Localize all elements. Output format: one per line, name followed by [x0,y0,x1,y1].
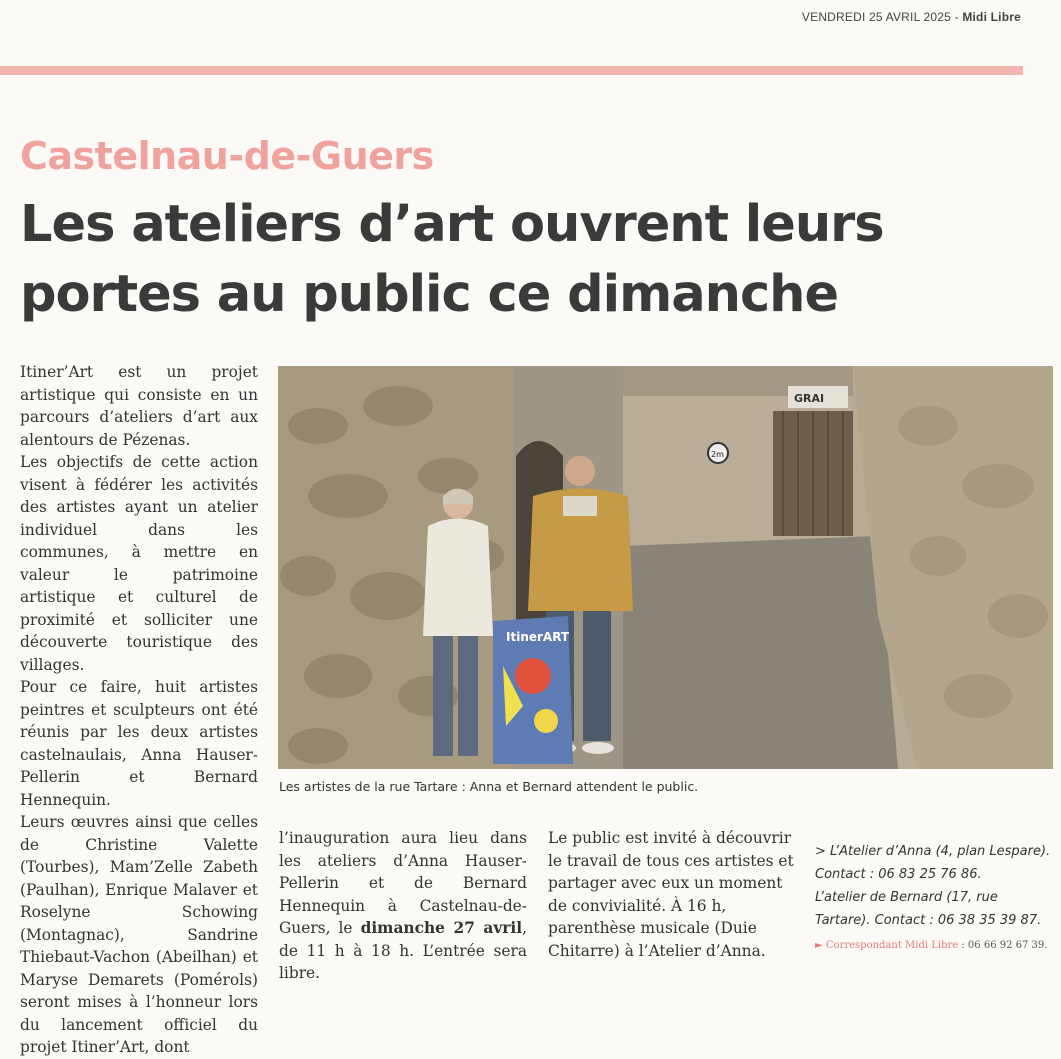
header-paper-name: Midi Libre [962,10,1021,24]
paragraph-4: Leurs œuvres ainsi que celles de Christine Valette (Tourbes), Mam’Zelle Zabeth (Paulhan), Enrique Malaver et Roselyne Schowing (Montagnac), Sandrine Thiebaut-Vachon (Abeilhan) et Maryse Demarets (Pomérols) seront mises à l’honneur lors du lancement officiel du projet Itiner’Art, dont [20,813,258,1056]
contact-line-1: > L’Atelier d’Anna (4, plan Lespare). [815,844,1051,859]
contact-line-3: L’atelier de Bernard (17, rue [815,890,998,905]
paragraph-3: Pour ce faire, huit artistes peintres et sculpteurs ont été réunis par les deux artistes castelnaulais, Anna Hauser-Pellerin et Bernard Hennequin. [20,678,258,809]
correspondent-label: Correspondant Midi Libre [825,940,959,951]
correspondent-phone: : 06 66 92 67 39. [958,940,1048,951]
headline-line-2: portes au public ce dimanche [20,265,839,324]
article-headline [20,190,1020,330]
event-date: dimanche 27 avril [360,919,523,937]
paragraph-1: Itiner’Art est un projet artistique qui consiste en un parcours d’ateliers d’art aux alentours de Pézenas. [20,363,258,449]
header-date: VENDREDI 25 AVRIL 2025 - [801,10,959,24]
article-kicker: Castelnau-de-Guers [20,134,434,178]
headline-line-1: Les ateliers d’art ouvrent leurs [20,195,884,254]
paragraph-5-end: , de 11 h à 18 h. L’entrée sera libre. [279,919,528,982]
paragraph-5 [279,827,527,985]
paragraph-6: Le public est invité à découvrir le travail de tous ces artistes et partager avec eux un moment de convivialité. À 16 h, parenthèse musicale (Duie Chitarre) à l’Atelier d’Anna. [548,829,794,960]
paragraph-5-start: l’inauguration aura lieu dans les ateliers d’Anna Hauser-Pellerin et de Bernard Hennequin à Castelnau-de-Guers, le [279,829,527,937]
correspondent-line [815,934,1055,957]
shop-sign-text: GRAI [794,392,825,405]
easel-text: ItinerART [506,630,570,644]
photo-caption: Les artistes de la rue Tartare : Anna et Bernard attendent le public. [279,779,699,794]
article-column-3 [548,827,796,962]
contact-line-4: Tartare). Contact : 06 38 35 39 87. [815,913,1042,928]
header-rule [0,66,1023,75]
article-photo [278,366,1053,769]
road-sign-text: 2m [711,450,724,459]
article-column-2 [279,827,527,985]
paragraph-2: Les objectifs de cette action visent à fédérer les activités des artistes ayant un atelier individuel dans les communes, à mettre en valeur le patrimoine artistique et culturel de proximité et solliciter une découverte touristique des villages. [20,453,258,674]
contact-line-2: Contact : 06 83 25 76 86. [815,867,982,882]
contact-info-box [815,840,1055,957]
article-column-1 [20,361,258,1059]
arrow-icon: ► [815,940,823,951]
page-header [802,10,1021,24]
